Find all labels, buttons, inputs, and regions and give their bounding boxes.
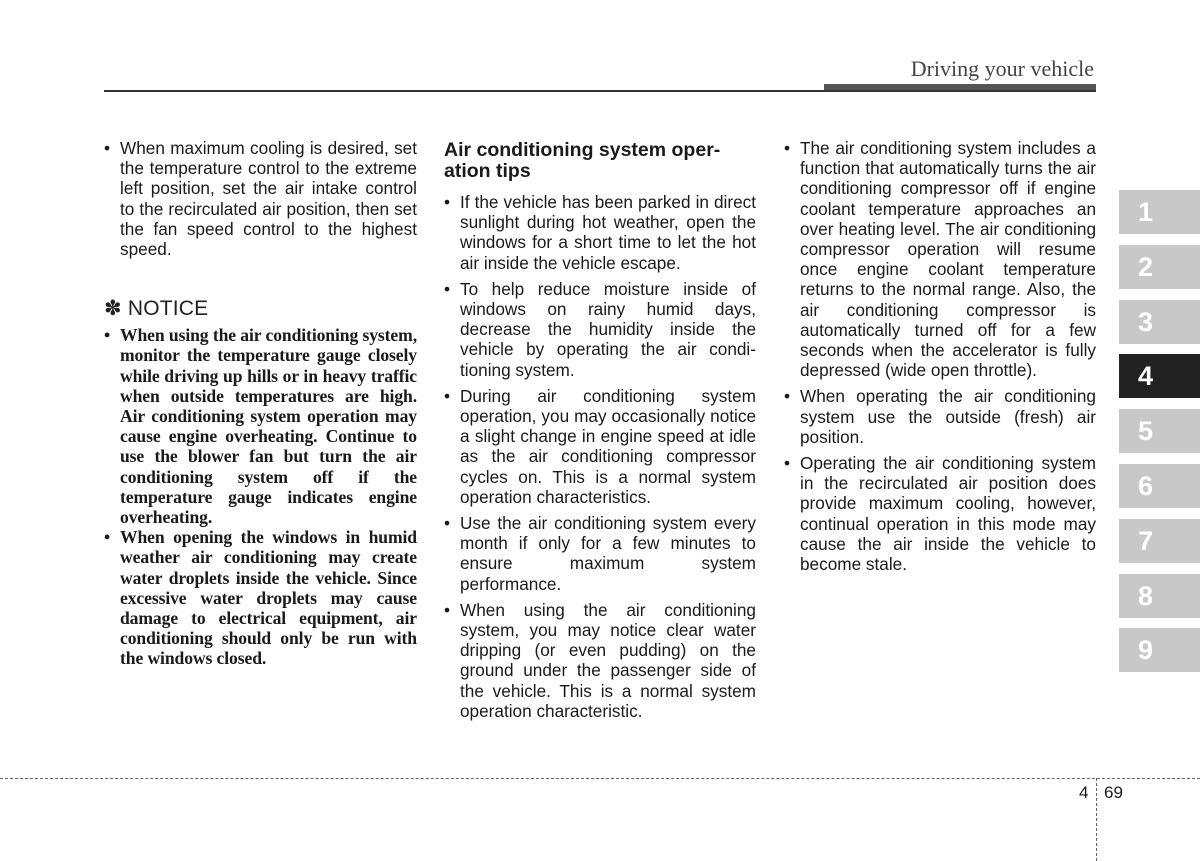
list-item: • When using the air conditioning system, you may notice clear water dripping (or even pudding) on the ground under the passenger side of the vehicle. This is a normal system operation characteristic. <box>444 600 756 721</box>
chapter-tab-7[interactable]: 7 <box>1119 519 1200 563</box>
chapter-tab-5[interactable]: 5 <box>1119 409 1200 453</box>
list-item: • During air conditioning system operation, you may occasionally notice a slight change in engine speed at idle as the air conditioning compressor cycles on. This is a normal system operation characteristics. <box>444 386 756 507</box>
list-item: • The air conditioning system includes a function that automatically turns the air conditioning compressor off if engine coolant temperature approaches an over heating level. The air conditioning compressor operation will resume once engine coolant temperature returns to the normal range. Also, the air conditioning compressor is automatically turned off for a few seconds when the accelerator is fully depressed (wide open throttle). <box>784 138 1096 380</box>
header-rule <box>104 90 1096 92</box>
page-header-title: Driving your vehicle <box>910 56 1094 81</box>
notice-item: • When opening the windows in humid weather air conditioning may create water droplets inside the vehicle. Since excessive water droplets may cause damage to electrical equipment, air conditioning should only be run with the windows closed. <box>104 527 417 668</box>
footer-divider <box>0 778 1200 779</box>
list-item: • When operating the air conditioning system use the outside (fresh) air position. <box>784 386 1096 447</box>
list-item: • Operating the air conditioning system in the recirculated air position does provide maximum cooling, however, continual operation in this mode may cause the air inside the vehicle to become stale. <box>784 453 1096 574</box>
chapter-tab-8[interactable]: 8 <box>1119 574 1200 618</box>
notice-list <box>104 325 417 668</box>
page-chapter-number: 4 <box>1079 783 1089 802</box>
column-middle <box>444 138 756 727</box>
chapter-tab-9[interactable]: 9 <box>1119 628 1200 672</box>
chapter-tab-1[interactable]: 1 <box>1119 190 1200 234</box>
chapter-tab-3[interactable]: 3 <box>1119 300 1200 344</box>
list-item: • If the vehicle has been parked in direct sunlight during hot weather, open the windows for a short time to let the hot air inside the vehicle escape. <box>444 192 756 273</box>
column-right <box>784 138 1096 580</box>
list-item: • To help reduce moisture inside of windows on rainy humid days, decrease the humidity inside the vehicle by operating the air conditioning system. <box>444 279 756 380</box>
notice-item: • When using the air conditioning system, monitor the temperature gauge closely while driving up hills or in heavy traffic when outside temperatures are high. Air conditioning system operation may cause engine overheating. Continue to use the blower fan but turn the air conditioning system off if the temperature gauge indicates engine overheating. <box>104 325 417 527</box>
section-heading: Air conditioning system operation tips <box>444 139 721 182</box>
cooling-tip-list <box>104 138 417 259</box>
list-item: • When maximum cooling is desired, set the temperature control to the extreme left position, set the air intake control to the recirculated air position, then set the fan speed control to the highest speed. <box>104 138 417 259</box>
notice-heading: ✽ NOTICE <box>104 297 209 321</box>
column-left <box>104 138 417 669</box>
list-item: • Use the air conditioning system every month if only for a few minutes to ensure maximum system performance. <box>444 513 756 594</box>
chapter-tabs <box>1119 190 1200 683</box>
footer-page-divider <box>1096 778 1097 861</box>
chapter-tab-2[interactable]: 2 <box>1119 245 1200 289</box>
page-number: 69 <box>1104 783 1123 802</box>
chapter-tab-6[interactable]: 6 <box>1119 464 1200 508</box>
chapter-tab-4[interactable]: 4 <box>1119 354 1200 398</box>
tips-list-continued <box>784 138 1096 574</box>
tips-list <box>444 192 756 721</box>
